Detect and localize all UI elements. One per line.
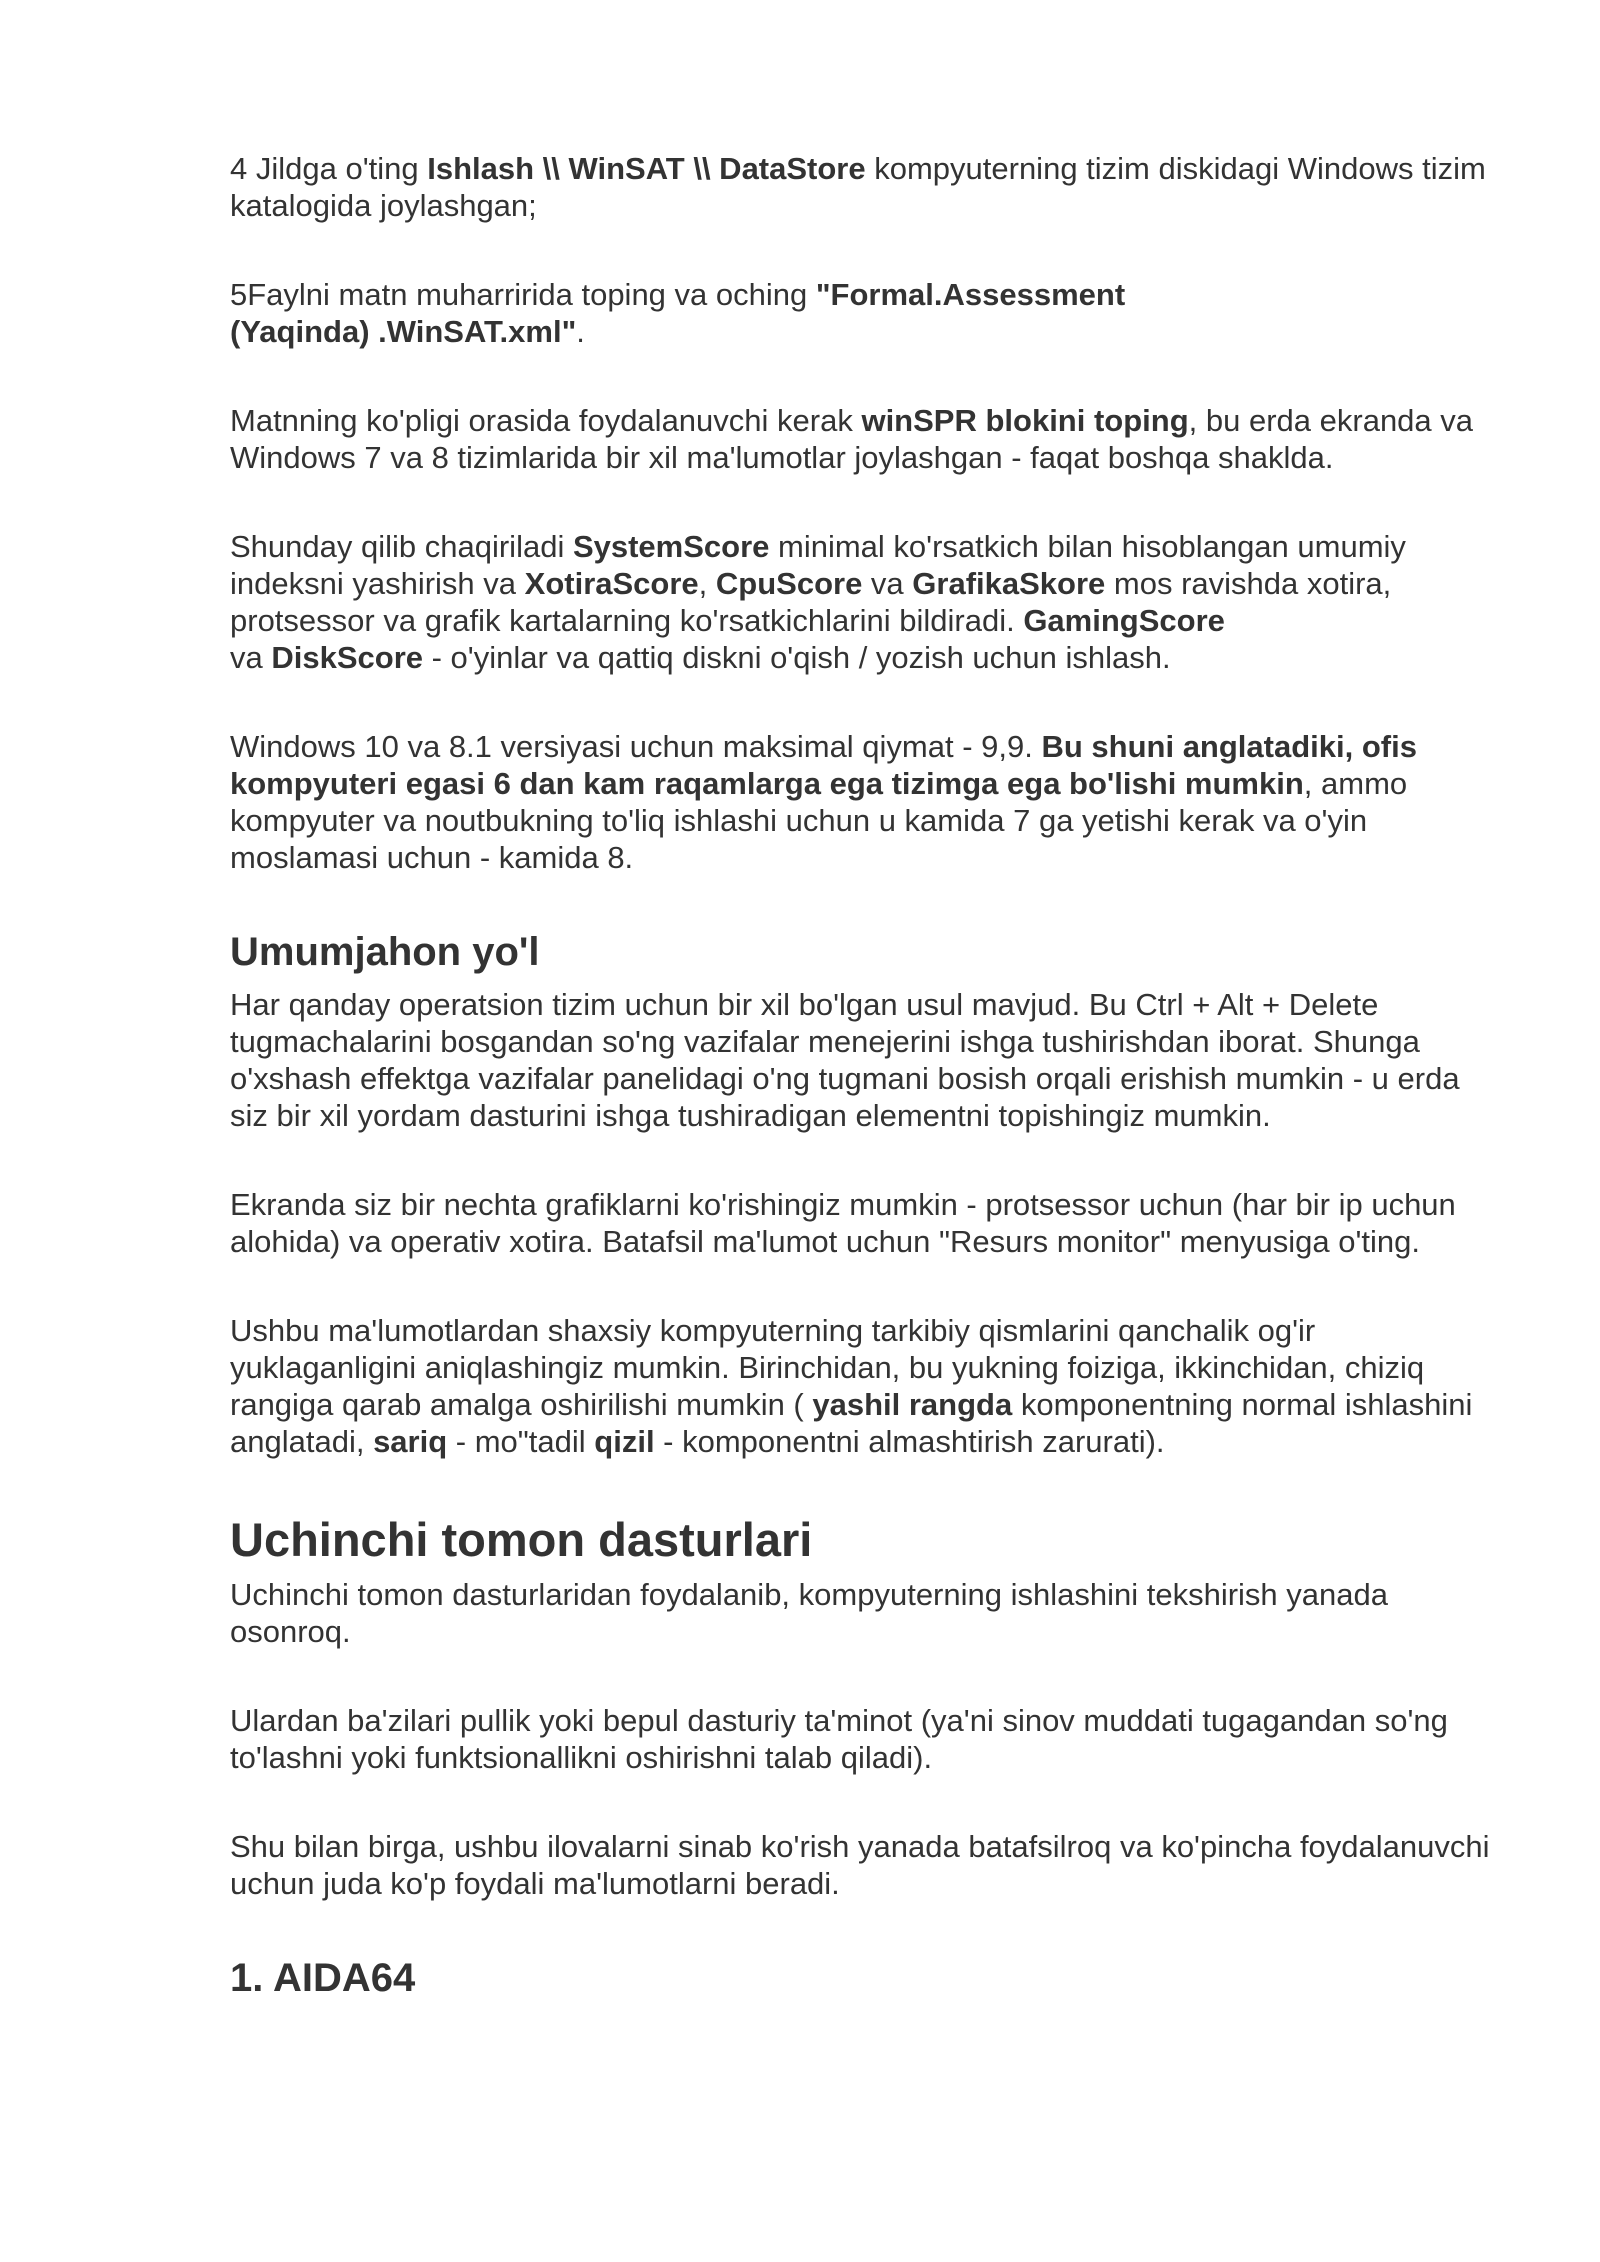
heading-universal-way: Umumjahon yo'l [230, 930, 540, 974]
paragraph-graphs: Ekranda siz bir nechta grafiklarni ko'rishingiz mumkin - protsessor uchun (har bir ip uchun alohida) va operativ xotira. Batafsil ma'lumot uchun "Resurs monitor" menyusiga o'ting. [230, 1187, 1456, 1259]
document-page [230, 150, 1500, 2002]
heading-aida64: 1. AIDA64 [230, 1956, 416, 2000]
paragraph-task-manager: Har qanday operatsion tizim uchun bir xil bo'lgan usul mavjud. Bu Ctrl + Alt + Delete tugmachalarini bosgandan so'ng vazifalar menejerini ishga tushirishdan iborat. Shunga o'xshash effektga vazifalar panelidagi o'ng tugmani bosish orqali erishish mumkin - u erda siz bir xil yordam dasturini ishga tushiradigan elementni topishingiz mumkin. [230, 987, 1460, 1133]
paragraph-winspr-block: Matnning ko'pligi orasida foydalanuvchi kerak winSPR blokini toping, bu erda ekranda va Windows 7 va 8 tizimlarida bir xil ma'lumotlar joylashgan - faqat boshqa shaklda. [230, 403, 1474, 475]
paragraph-max-value: Windows 10 va 8.1 versiyasi uchun maksimal qiymat - 9,9. Bu shuni anglatadiki, ofis kompyuteri egasi 6 dan kam raqamlarga ega tizimga ega bo'lishi mumkin, ammo kompyuter va noutbukning to'liq ishlashi uchun u kamida 7 ga yetishi kerak va o'yin moslamasi uchun - kamida 8. [230, 729, 1417, 875]
heading-third-party: Uchinchi tomon dasturlari [230, 1513, 813, 1566]
paragraph-scores: Shunday qilib chaqiriladi SystemScore minimal ko'rsatkich bilan hisoblangan umumiy indeksni yashirish va XotiraScore, CpuScore va GrafikaSkore mos ravishda xotira, protsessor va grafik kartalarning ko'rsatkichlarini bildiradi. GamingScore va DiskScore - o'yinlar va qattiq diskni o'qish / yozish uchun ishlash. [230, 529, 1406, 675]
paragraph-detailed-info: Shu bilan birga, ushbu ilovalarni sinab ko'rish yanada batafsilroq va ko'pincha foydalanuvchi uchun juda ko'p foydali ma'lumotlarni beradi. [230, 1829, 1490, 1901]
paragraph-third-party-easier: Uchinchi tomon dasturlaridan foydalanib, kompyuterning ishlashini tekshirish yanada osonroq. [230, 1577, 1388, 1649]
paragraph-open-file: 5Faylni matn muharririda toping va oching "Formal.Assessment (Yaqinda) .WinSAT.xml". [230, 277, 1126, 349]
paragraph-load-colors: Ushbu ma'lumotlardan shaxsiy kompyuterning tarkibiy qismlarini qanchalik og'ir yuklaganligini aniqlashingiz mumkin. Birinchidan, bu yukning foiziga, ikkinchidan, chiziq rangiga qarab amalga oshirilishi mumkin ( yashil rangda komponentning normal ishlashini anglatadi, sariq - mo"tadil qizil - komponentni almashtirish zarurati). [230, 1313, 1473, 1459]
paragraph-paid-free: Ulardan ba'zilari pullik yoki bepul dasturiy ta'minot (ya'ni sinov muddati tugagandan so'ng to'lashni yoki funktsionallikni oshirishni talab qiladi). [230, 1703, 1448, 1775]
paragraph-datastore-folder: 4 Jildga o'ting Ishlash \\ WinSAT \\ DataStore kompyuterning tizim diskidagi Windows tizim katalogida joylashgan; [230, 151, 1486, 223]
